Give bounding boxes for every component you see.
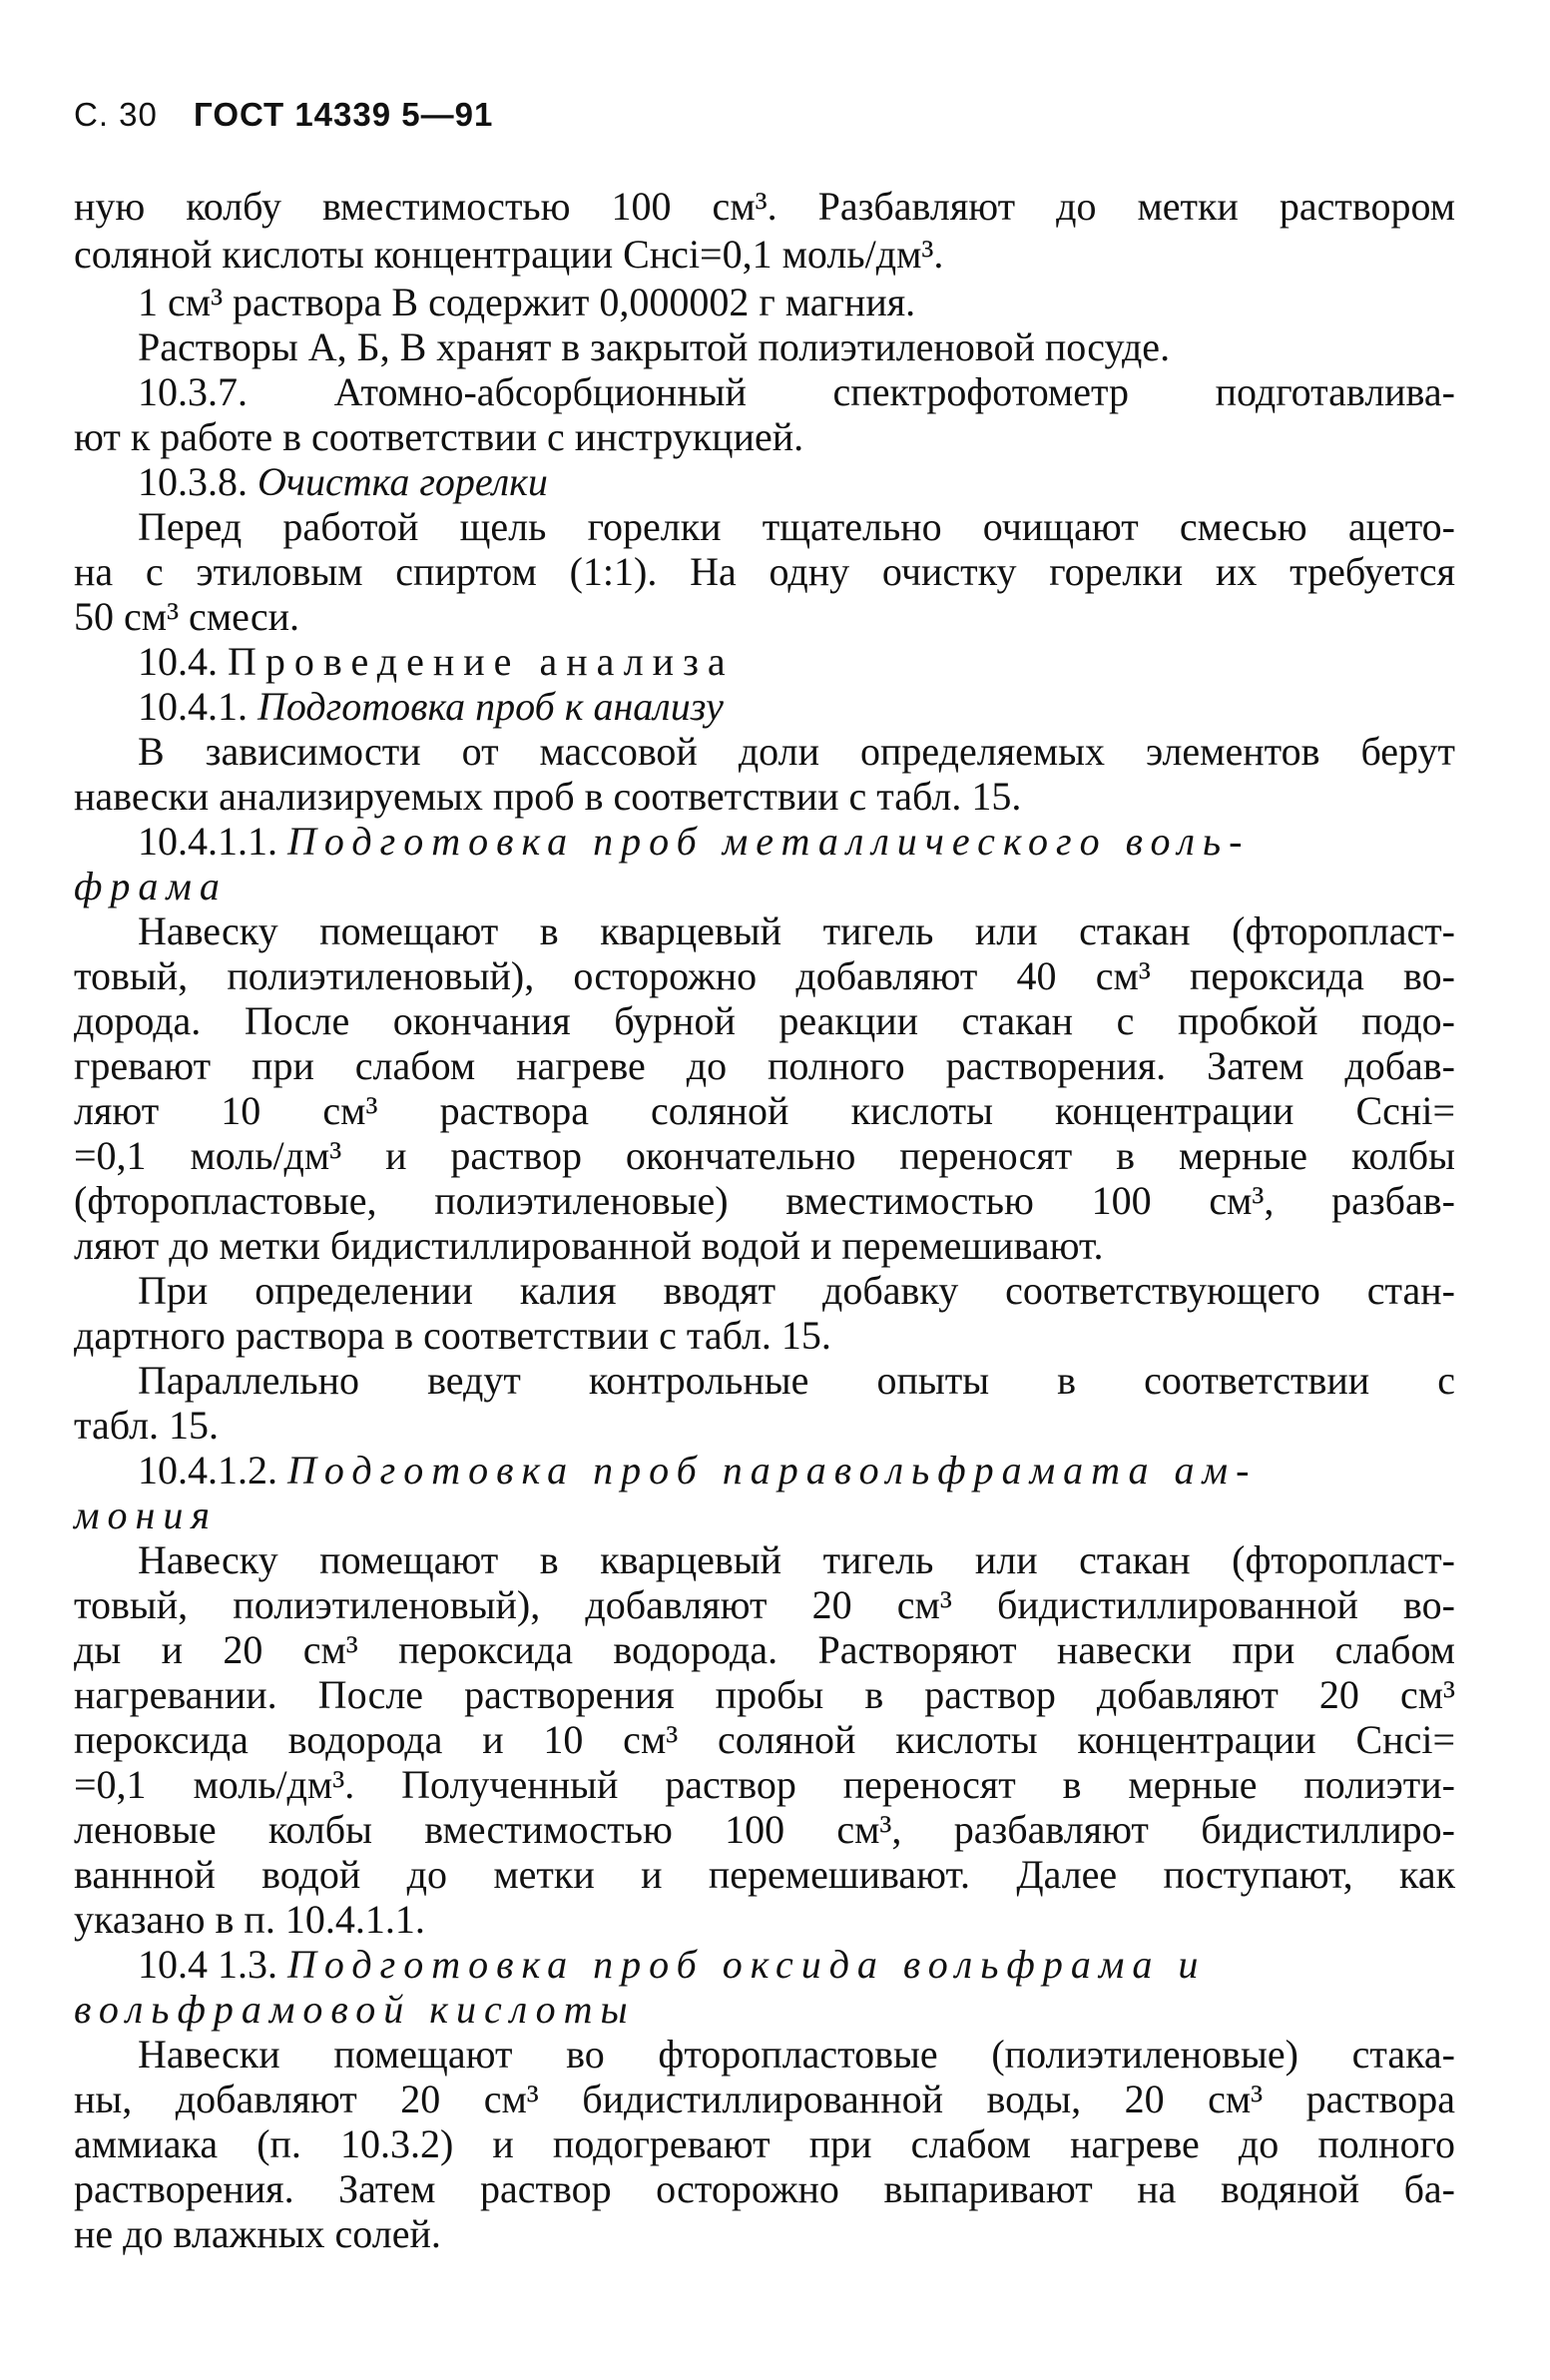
text-line: Навеску помещают в кварцевый тигель или стакан (фторопласт- xyxy=(138,908,1455,953)
text-line: ляют до метки бидистиллированной водой и перемешивают. xyxy=(74,1223,1104,1268)
text-line: В зависимости от массовой доли определяемых элементов берут xyxy=(138,729,1455,774)
text-line: ляют 10 см³ раствора соляной кислоты концентрации Cснi= xyxy=(74,1088,1455,1133)
section-number: 10.3.8. xyxy=(138,459,248,504)
text-line: не до влажных солей. xyxy=(74,2211,441,2256)
section-number: 10.4.1. xyxy=(138,684,248,729)
text-line: Перед работой щель горелки тщательно очищают смесью ацето- xyxy=(138,504,1455,549)
text-line: Навески помещают во фторопластовые (полиэтиленовые) стака- xyxy=(138,2032,1455,2077)
section-heading xyxy=(74,1941,1455,1989)
section-heading xyxy=(74,818,1455,866)
text-line: пероксида водорода и 10 см³ соляной кислоты концентрации Cнсi= xyxy=(74,1717,1455,1762)
section-heading-continued xyxy=(74,1986,1455,2034)
text-line: дорода. После окончания бурной реакции стакан с пробкой подо- xyxy=(74,998,1455,1043)
text-line: товый, полиэтиленовый), осторожно добавляют 40 см³ пероксида во- xyxy=(74,953,1455,998)
page-number: С. 30 xyxy=(74,96,158,133)
section-title: вольфрамовой кислоты xyxy=(74,1987,636,2032)
text-line: =0,1 моль/дм³ и раствор окончательно переносят в мерные колбы xyxy=(74,1133,1455,1178)
text-line: нагревании. После растворения пробы в раствор добавляют 20 см³ xyxy=(74,1672,1455,1717)
section-title: Подготовка проб оксида вольфрама и xyxy=(287,1942,1207,1987)
section-heading-continued xyxy=(74,863,1455,910)
text-line: указано в п. 10.4.1.1. xyxy=(74,1897,425,1942)
text-line: на с этиловым спиртом (1:1). На одну очистку горелки их требуется xyxy=(74,549,1455,594)
text-line: При определении калия вводят добавку соответствующего стан- xyxy=(138,1268,1455,1313)
section-heading-continued xyxy=(74,1491,1455,1539)
text-line: 50 см³ смеси. xyxy=(74,594,300,639)
text-line: (фторопластовые, полиэтиленовые) вместимостью 100 см³, разбав- xyxy=(74,1178,1455,1223)
section-title: фрама xyxy=(74,864,228,908)
section-title: Подготовка проб к анализу xyxy=(258,684,724,729)
section-title: Очистка горелки xyxy=(258,459,548,504)
section-number: 10.4. xyxy=(138,639,218,684)
section-number: 10.4.1.1. xyxy=(138,819,277,864)
section-number: 10.4 1.3. xyxy=(138,1942,277,1987)
section-title: мония xyxy=(74,1492,218,1537)
text-line: ваннной водой до метки и перемешивают. Далее поступают, как xyxy=(74,1852,1455,1897)
text-line: растворения. Затем раствор осторожно выпаривают на водяной ба- xyxy=(74,2166,1455,2211)
text-line: навески анализируемых проб в соответствии с табл. 15. xyxy=(74,774,1022,819)
text-line: табл. 15. xyxy=(74,1403,220,1448)
text-line: Растворы А, Б, В хранят в закрытой полиэтиленовой посуде. xyxy=(138,324,1171,369)
section-title: Проведение анализа xyxy=(228,639,735,684)
text-line: ную колбу вместимостью 100 см³. Разбавляют до метки раствором xyxy=(74,184,1455,229)
text-line: ды и 20 см³ пероксида водорода. Растворяют навески при слабом xyxy=(74,1627,1455,1672)
text-line: =0,1 моль/дм³. Полученный раствор переносят в мерные полиэти- xyxy=(74,1762,1455,1807)
section-heading xyxy=(74,1447,1455,1494)
section-title: Подготовка проб металлического воль- xyxy=(287,819,1251,864)
section-heading xyxy=(74,638,1455,686)
section-number: 10.4.1.2. xyxy=(138,1448,277,1492)
text-line: 10.3.7. Атомно-абсорбционный спектрофотометр подготавлива- xyxy=(138,369,1455,414)
section-heading xyxy=(74,683,1455,731)
text-line: Навеску помещают в кварцевый тигель или стакан (фторопласт- xyxy=(138,1537,1455,1582)
text-line: гревают при слабом нагреве до полного растворения. Затем добав- xyxy=(74,1043,1455,1088)
text-line: дартного раствора в соответствии с табл. 15. xyxy=(74,1313,831,1358)
standard-code: ГОСТ 14339 5—91 xyxy=(194,96,494,133)
text-line: 1 см³ раствора В содержит 0,000002 г магния. xyxy=(138,280,916,324)
text-line: соляной кислоты концентрации Cнсi=0,1 моль/дм³. xyxy=(74,232,944,277)
text-line: ют к работе в соответствии с инструкцией. xyxy=(74,414,804,459)
text-line: товый, полиэтиленовый), добавляют 20 см³ бидистиллированной во- xyxy=(74,1582,1455,1627)
text-line: ны, добавляют 20 см³ бидистиллированной воды, 20 см³ раствора xyxy=(74,2077,1455,2121)
text-line: леновые колбы вместимостью 100 см³, разбавляют бидистиллиро- xyxy=(74,1807,1455,1852)
text-line: Параллельно ведут контрольные опыты в соответствии с xyxy=(138,1358,1455,1403)
section-heading xyxy=(74,458,1455,506)
page-header xyxy=(74,96,493,134)
section-title: Подготовка проб паравольфрамата ам- xyxy=(287,1448,1258,1492)
text-line: аммиака (п. 10.3.2) и подогревают при слабом нагреве до полного xyxy=(74,2121,1455,2166)
